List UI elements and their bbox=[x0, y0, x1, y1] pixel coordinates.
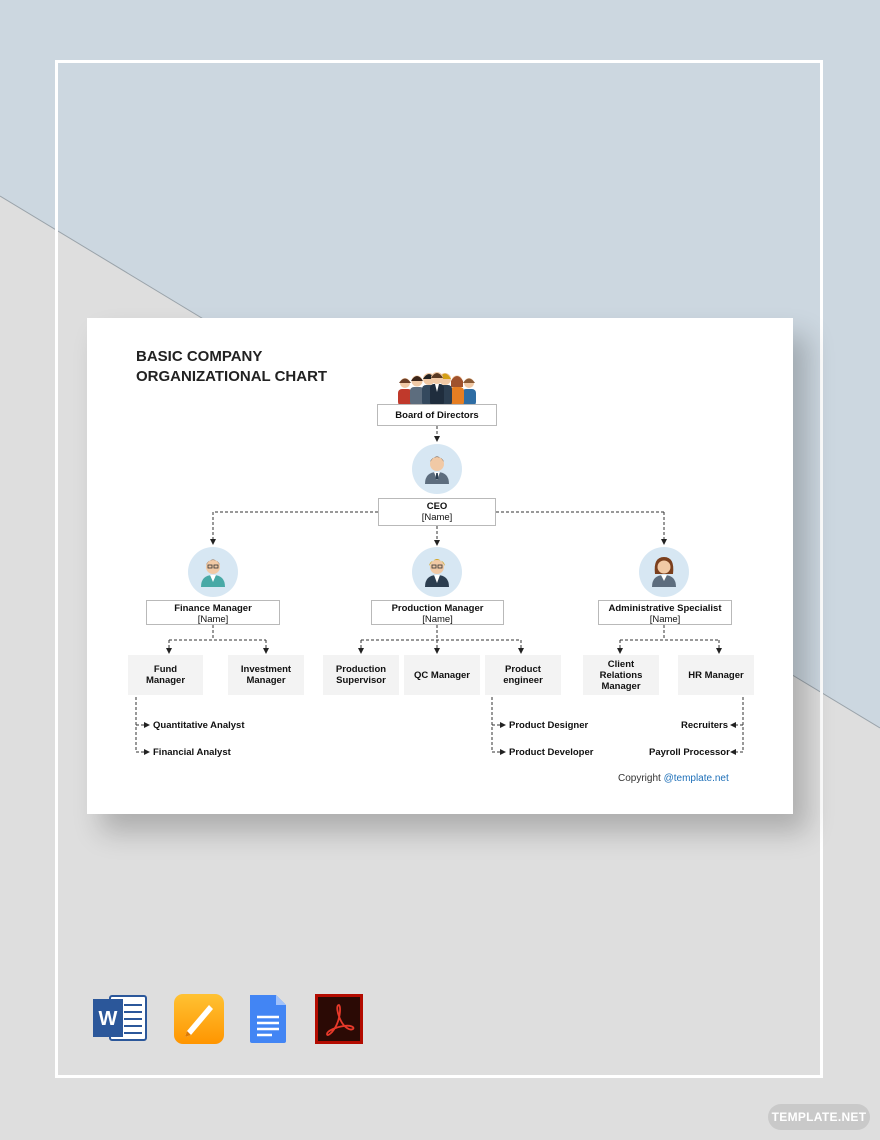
board-title: Board of Directors bbox=[395, 410, 479, 421]
recruiters-label: Recruiters bbox=[681, 720, 728, 731]
product-developer-label: Product Developer bbox=[509, 747, 594, 758]
title-line-1: BASIC COMPANY bbox=[136, 348, 263, 365]
copyright-label: Copyright bbox=[618, 773, 664, 784]
finance-manager-title: Finance Manager bbox=[174, 603, 252, 614]
finance-manager-name: [Name] bbox=[197, 614, 229, 625]
production-supervisor-label: Production Supervisor bbox=[335, 664, 387, 686]
client-relations-manager-label: Client Relations Manager bbox=[599, 658, 643, 692]
production-manager-name: [Name] bbox=[422, 614, 453, 625]
investment-manager-box bbox=[228, 655, 304, 695]
product-engineer-label: Product engineer bbox=[503, 664, 543, 686]
administrative-specialist-name: [Name] bbox=[649, 614, 681, 625]
pdf-icon[interactable] bbox=[314, 993, 364, 1045]
template-net-badge[interactable]: TEMPLATE.NET bbox=[768, 1104, 870, 1130]
finance-manager-avatar bbox=[188, 547, 238, 597]
board-group-icon bbox=[395, 370, 479, 406]
ceo-title: CEO bbox=[426, 501, 448, 512]
qc-manager-label: QC Manager bbox=[414, 669, 470, 681]
product-designer-label: Product Designer bbox=[509, 720, 589, 731]
ceo-box bbox=[378, 498, 496, 526]
fund-manager-box bbox=[128, 655, 203, 695]
product-engineer-box bbox=[485, 655, 561, 695]
administrative-specialist-title: Administrative Specialist bbox=[608, 603, 722, 614]
production-manager-box bbox=[371, 600, 504, 625]
production-manager-avatar bbox=[412, 547, 462, 597]
copyright-link[interactable]: @template.net bbox=[663, 773, 729, 784]
administrative-specialist-box bbox=[598, 600, 732, 625]
hr-manager-label: HR Manager bbox=[688, 669, 744, 681]
board-of-directors-box bbox=[377, 404, 497, 426]
hr-manager-box bbox=[678, 655, 754, 695]
production-supervisor-box bbox=[323, 655, 399, 695]
financial-analyst-label: Financial Analyst bbox=[153, 747, 231, 758]
pages-icon[interactable] bbox=[173, 993, 225, 1045]
client-relations-manager-box bbox=[583, 655, 659, 695]
finance-manager-box bbox=[146, 600, 280, 625]
production-manager-title: Production Manager bbox=[391, 603, 484, 614]
qc-manager-box bbox=[404, 655, 480, 695]
fund-manager-label: Fund Manager bbox=[145, 664, 186, 686]
document-page bbox=[87, 318, 793, 814]
word-icon[interactable] bbox=[92, 992, 148, 1044]
administrative-specialist-avatar bbox=[639, 547, 689, 597]
title-line-2: ORGANIZATIONAL CHART bbox=[136, 368, 328, 385]
google-docs-icon[interactable] bbox=[248, 993, 288, 1045]
investment-manager-label: Investment Manager bbox=[240, 664, 292, 686]
copyright-text bbox=[618, 773, 729, 784]
ceo-name: [Name] bbox=[421, 512, 453, 523]
svg-text:W: W bbox=[98, 1008, 118, 1030]
ceo-avatar bbox=[412, 444, 462, 494]
payroll-processor-label: Payroll Processor bbox=[649, 747, 730, 758]
quantitative-analyst-label: Quantitative Analyst bbox=[153, 720, 245, 731]
